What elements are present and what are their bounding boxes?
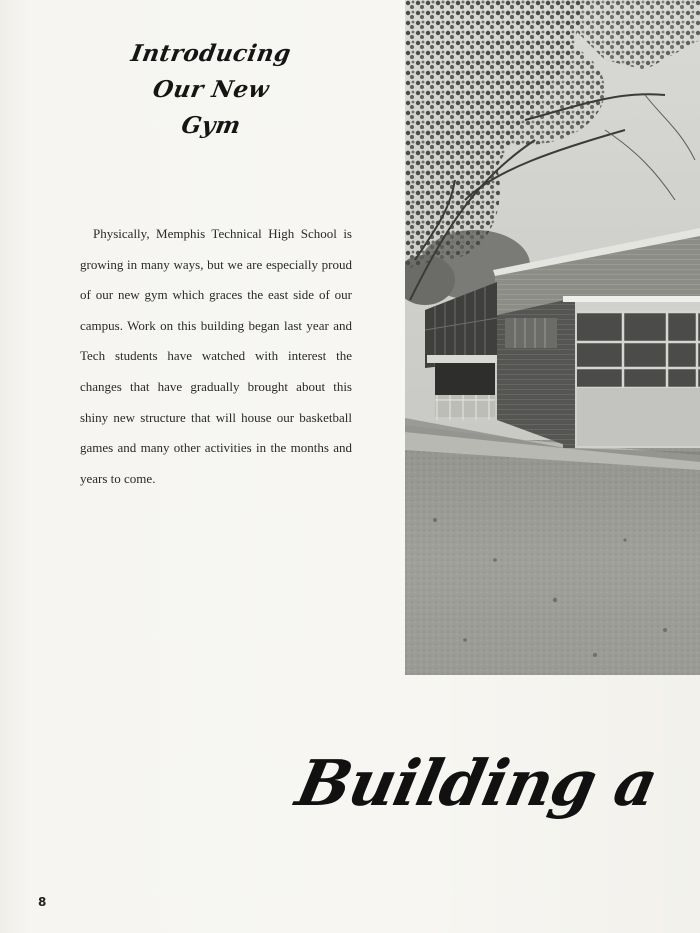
title-line-gym: Gym: [179, 112, 243, 139]
title-line-our-new: Our New: [150, 76, 272, 103]
title-line-introducing: Introducing: [128, 40, 294, 67]
article-title: [96, 36, 326, 144]
page-number: 8: [38, 895, 47, 909]
gym-building-photo: [405, 0, 700, 675]
headline-building-a: Building a: [290, 746, 664, 820]
article-body-text: Physically, Memphis Technical High School is growing in many ways, but we are especially proud of our new gym which graces the east side of our campus. Work on this building began last year and Tech students have watched with interest the changes that have gradually brought about this shiny new structure that will house our basketball games and many other activities in the months and years to come.: [80, 226, 352, 486]
